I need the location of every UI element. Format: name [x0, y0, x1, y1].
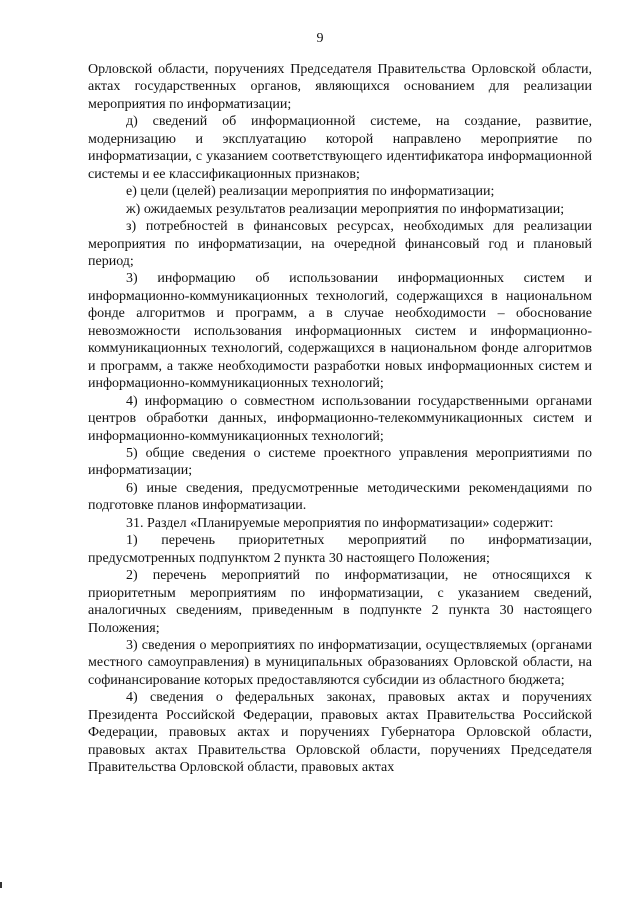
paragraph-section-31: 31. Раздел «Планируемые мероприятия по информатизации» содержит: [126, 515, 554, 531]
paragraph-item-e: е) цели (целей) реализации мероприятия по информатизации; [126, 184, 495, 200]
paragraph-item-3: 3) информацию об использовании информационных систем и информационно-коммуникационных технологий, содержащихся в национальном фонде алгоритмов и программ, а в случае необходимости – обоснование невозможности использования информационных систем и информационно-коммуникационных технологий, содержащихся в национальном фонде алгоритмов и программ, а также необходимости разработки новых информационных систем и информационно-коммуникационных технологий; [88, 271, 592, 392]
paragraph-item-z: з) потребностей в финансовых ресурсах, необходимых для реализации мероприятия по информатизации, на очередной финансовый год и плановый период; [88, 219, 592, 269]
paragraph-31-item-4: 4) сведения о федеральных законах, правовых актах и поручениях Президента Российской Федерации, правовых актах Правительства Российской Федерации, правовых актах и поручениях Губернатора Орловской области, правовых актах Правительства Орловской области, поручениях Председателя Правительства Орловской области, правовых актах [88, 690, 592, 776]
paragraph-item-6: 6) иные сведения, предусмотренные методическими рекомендациями по подготовке планов информатизации. [88, 480, 592, 514]
paragraph-31-item-2: 2) перечень мероприятий по информатизации, не относящихся к приоритетным мероприятиям по информатизации, с указанием сведений, аналогичных сведениям, приведенным в подпункте 2 пункта 30 настоящего Положения; [88, 568, 592, 636]
paragraph-31-item-3: 3) сведения о мероприятиях по информатизации, осуществляемых (органами местного самоуправления) в муниципальных образованиях Орловской области, на софинансирование которых предоставляются субсидии из областного бюджета; [88, 637, 592, 688]
paragraph-item-5: 5) общие сведения о системе проектного управления мероприятиями по информатизации; [88, 445, 592, 479]
scan-edge-mark [0, 882, 2, 888]
paragraph-item-d: д) сведений об информационной системе, на создание, развитие, модернизацию и эксплуатацию которой направлено мероприятие по информатизации, с указанием соответствующего идентификатора информационной системы и ее классификационных признаков; [88, 114, 592, 182]
paragraph-item-4: 4) информацию о совместном использовании государственными органами центров обработки данных, информационно-телекоммуникационных систем и информационно-коммуникационных технологий; [88, 393, 592, 444]
paragraph-31-item-1: 1) перечень приоритетных мероприятий по информатизации, предусмотренных подпунктом 2 пункта 30 настоящего Положения; [88, 533, 592, 566]
document-body [88, 61, 592, 777]
paragraph-continuation: Орловской области, поручениях Председателя Правительства Орловской области, актах государственных органов, являющихся основанием для реализации мероприятия по информатизации; [88, 62, 592, 112]
page-number: 9 [316, 31, 324, 46]
paragraph-item-zh: ж) ожидаемых результатов реализации мероприятия по информатизации; [126, 201, 565, 217]
